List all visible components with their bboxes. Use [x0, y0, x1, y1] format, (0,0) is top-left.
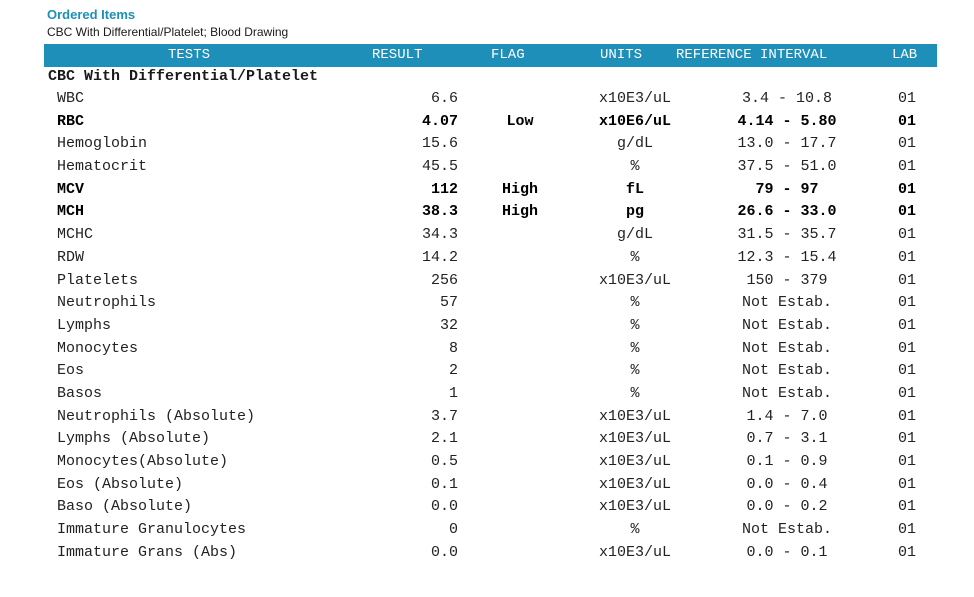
reference-interval: 0.0 - 0.4 [746, 475, 828, 493]
reference-interval: 26.6 - 33.0 [737, 203, 837, 221]
flag-value: Low [506, 112, 534, 130]
reference-interval: Not Estab. [741, 316, 832, 334]
lab-code: 01 [897, 453, 916, 470]
test-name: Immature Granulocytes [57, 521, 247, 539]
test-name: Hematocrit [57, 158, 148, 176]
lab-code: 01 [897, 180, 916, 198]
lab-code: 01 [897, 543, 916, 561]
reference-interval: 12.3 - 15.4 [737, 248, 837, 266]
table-row [0, 315, 974, 338]
test-name: MCH [57, 203, 85, 221]
table-row [0, 224, 974, 247]
lab-code: 01 [897, 407, 916, 425]
result-value: 3.7 [430, 407, 458, 425]
result-value: 32 [439, 316, 458, 334]
units-value: % [630, 339, 640, 357]
lab-code: 01 [897, 294, 916, 312]
lab-code: 01 [897, 316, 916, 334]
lab-code: 01 [897, 90, 916, 107]
lab-code: 01 [897, 203, 916, 221]
units-value: g/dL [616, 135, 653, 153]
test-name: MCV [57, 180, 85, 198]
table-row [0, 496, 974, 519]
lab-code: 01 [897, 362, 916, 380]
table-row [0, 451, 974, 474]
result-value: 0 [448, 521, 458, 539]
flag-value: High [501, 180, 538, 198]
test-name: Basos [57, 384, 103, 402]
units-value: x10E3/uL [598, 543, 671, 561]
units-value: % [630, 158, 640, 176]
result-value: 14.2 [421, 248, 458, 266]
header-flag: FLAG [491, 47, 525, 63]
reference-interval: 0.7 - 3.1 [746, 430, 828, 448]
test-name: Lymphs [57, 316, 112, 334]
result-value: 6.6 [430, 90, 458, 107]
table-row [0, 156, 974, 179]
reference-interval: 79 - 97 [755, 180, 819, 198]
test-name: Neutrophils (Absolute) [57, 407, 256, 425]
test-name: WBC [57, 90, 85, 107]
section-title: Ordered Items [47, 7, 136, 22]
reference-interval: 0.0 - 0.1 [746, 543, 828, 561]
table-row [0, 338, 974, 361]
reference-interval: Not Estab. [741, 521, 832, 539]
units-value: x10E3/uL [598, 90, 671, 107]
lab-code: 01 [897, 135, 916, 153]
lab-code: 01 [897, 521, 916, 539]
result-value: 0.1 [430, 475, 458, 493]
units-value: % [630, 294, 640, 312]
result-value: 0.0 [430, 543, 458, 561]
result-value: 2.1 [430, 430, 458, 448]
result-value: 38.3 [421, 203, 458, 221]
result-value: 2 [448, 362, 458, 380]
lab-code: 01 [897, 430, 916, 448]
units-value: g/dL [616, 226, 653, 244]
table-row [0, 292, 974, 315]
lab-code: 01 [897, 384, 916, 402]
table-row [0, 383, 974, 406]
result-value: 4.07 [421, 112, 458, 130]
lab-code: 01 [897, 339, 916, 357]
order-description: CBC With Differential/Platelet; Blood Drawing [47, 25, 289, 39]
test-name: Baso (Absolute) [57, 498, 193, 516]
test-name: Eos [57, 362, 85, 380]
reference-interval: 13.0 - 17.7 [737, 135, 837, 153]
table-row [0, 270, 974, 293]
table-row [0, 88, 974, 111]
test-name: Hemoglobin [57, 135, 148, 153]
lab-code: 01 [897, 158, 916, 176]
reference-interval: 37.5 - 51.0 [737, 158, 837, 176]
reference-interval: 3.4 - 10.8 [741, 90, 832, 107]
result-value: 45.5 [421, 158, 458, 176]
test-name: Monocytes(Absolute) [57, 453, 229, 470]
units-value: x10E3/uL [598, 453, 671, 470]
test-name: Eos (Absolute) [57, 475, 184, 493]
reference-interval: 4.14 - 5.80 [737, 112, 837, 130]
lab-code: 01 [897, 248, 916, 266]
lab-code: 01 [897, 226, 916, 244]
result-value: 15.6 [421, 135, 458, 153]
header-tests: TESTS [168, 47, 211, 63]
header-units: UNITS [600, 47, 643, 63]
result-value: 0.0 [430, 498, 458, 516]
units-value: fL [625, 180, 644, 198]
table-row [0, 360, 974, 383]
units-value: % [630, 521, 640, 539]
reference-interval: 0.0 - 0.2 [746, 498, 828, 516]
result-value: 0.5 [430, 453, 458, 470]
test-name: RBC [57, 112, 85, 130]
test-name: MCHC [57, 226, 94, 244]
units-value: x10E3/uL [598, 475, 671, 493]
test-name: Monocytes [57, 339, 139, 357]
units-value: pg [625, 203, 644, 221]
reference-interval: 150 - 379 [746, 271, 828, 289]
lab-code: 01 [897, 271, 916, 289]
reference-interval: Not Estab. [741, 339, 832, 357]
results-table-body [0, 88, 974, 564]
reference-interval: 1.4 - 7.0 [746, 407, 828, 425]
header-reference-interval: REFERENCE INTERVAL [676, 47, 828, 63]
table-row [0, 111, 974, 134]
results-table-header [44, 44, 937, 67]
header-result: RESULT [372, 47, 423, 63]
reference-interval: Not Estab. [741, 294, 832, 312]
reference-interval: Not Estab. [741, 384, 832, 402]
table-row [0, 519, 974, 542]
units-value: x10E3/uL [598, 271, 671, 289]
reference-interval: 0.1 - 0.9 [746, 453, 828, 470]
units-value: % [630, 384, 640, 402]
units-value: x10E3/uL [598, 430, 671, 448]
flag-value: High [501, 203, 538, 221]
reference-interval: 31.5 - 35.7 [737, 226, 837, 244]
panel-name: CBC With Differential/Platelet [48, 68, 319, 85]
test-name: Neutrophils [57, 294, 157, 312]
table-row [0, 542, 974, 565]
units-value: x10E3/uL [598, 498, 671, 516]
result-value: 1 [448, 384, 458, 402]
units-value: % [630, 316, 640, 334]
table-row [0, 406, 974, 429]
lab-code: 01 [897, 112, 916, 130]
test-name: Immature Grans (Abs) [57, 543, 238, 561]
header-lab: LAB [892, 47, 918, 63]
units-value: x10E6/uL [598, 112, 671, 130]
result-value: 256 [430, 271, 458, 289]
result-value: 34.3 [421, 226, 458, 244]
reference-interval: Not Estab. [741, 362, 832, 380]
table-row [0, 133, 974, 156]
table-row [0, 201, 974, 224]
table-row [0, 474, 974, 497]
result-value: 57 [439, 294, 458, 312]
test-name: RDW [57, 248, 85, 266]
table-row [0, 247, 974, 270]
units-value: x10E3/uL [598, 407, 671, 425]
test-name: Lymphs (Absolute) [57, 430, 211, 448]
test-name: Platelets [57, 271, 139, 289]
lab-code: 01 [897, 498, 916, 516]
result-value: 8 [448, 339, 458, 357]
table-row [0, 179, 974, 202]
lab-code: 01 [897, 475, 916, 493]
units-value: % [630, 248, 640, 266]
table-row [0, 428, 974, 451]
units-value: % [630, 362, 640, 380]
result-value: 112 [430, 180, 458, 198]
